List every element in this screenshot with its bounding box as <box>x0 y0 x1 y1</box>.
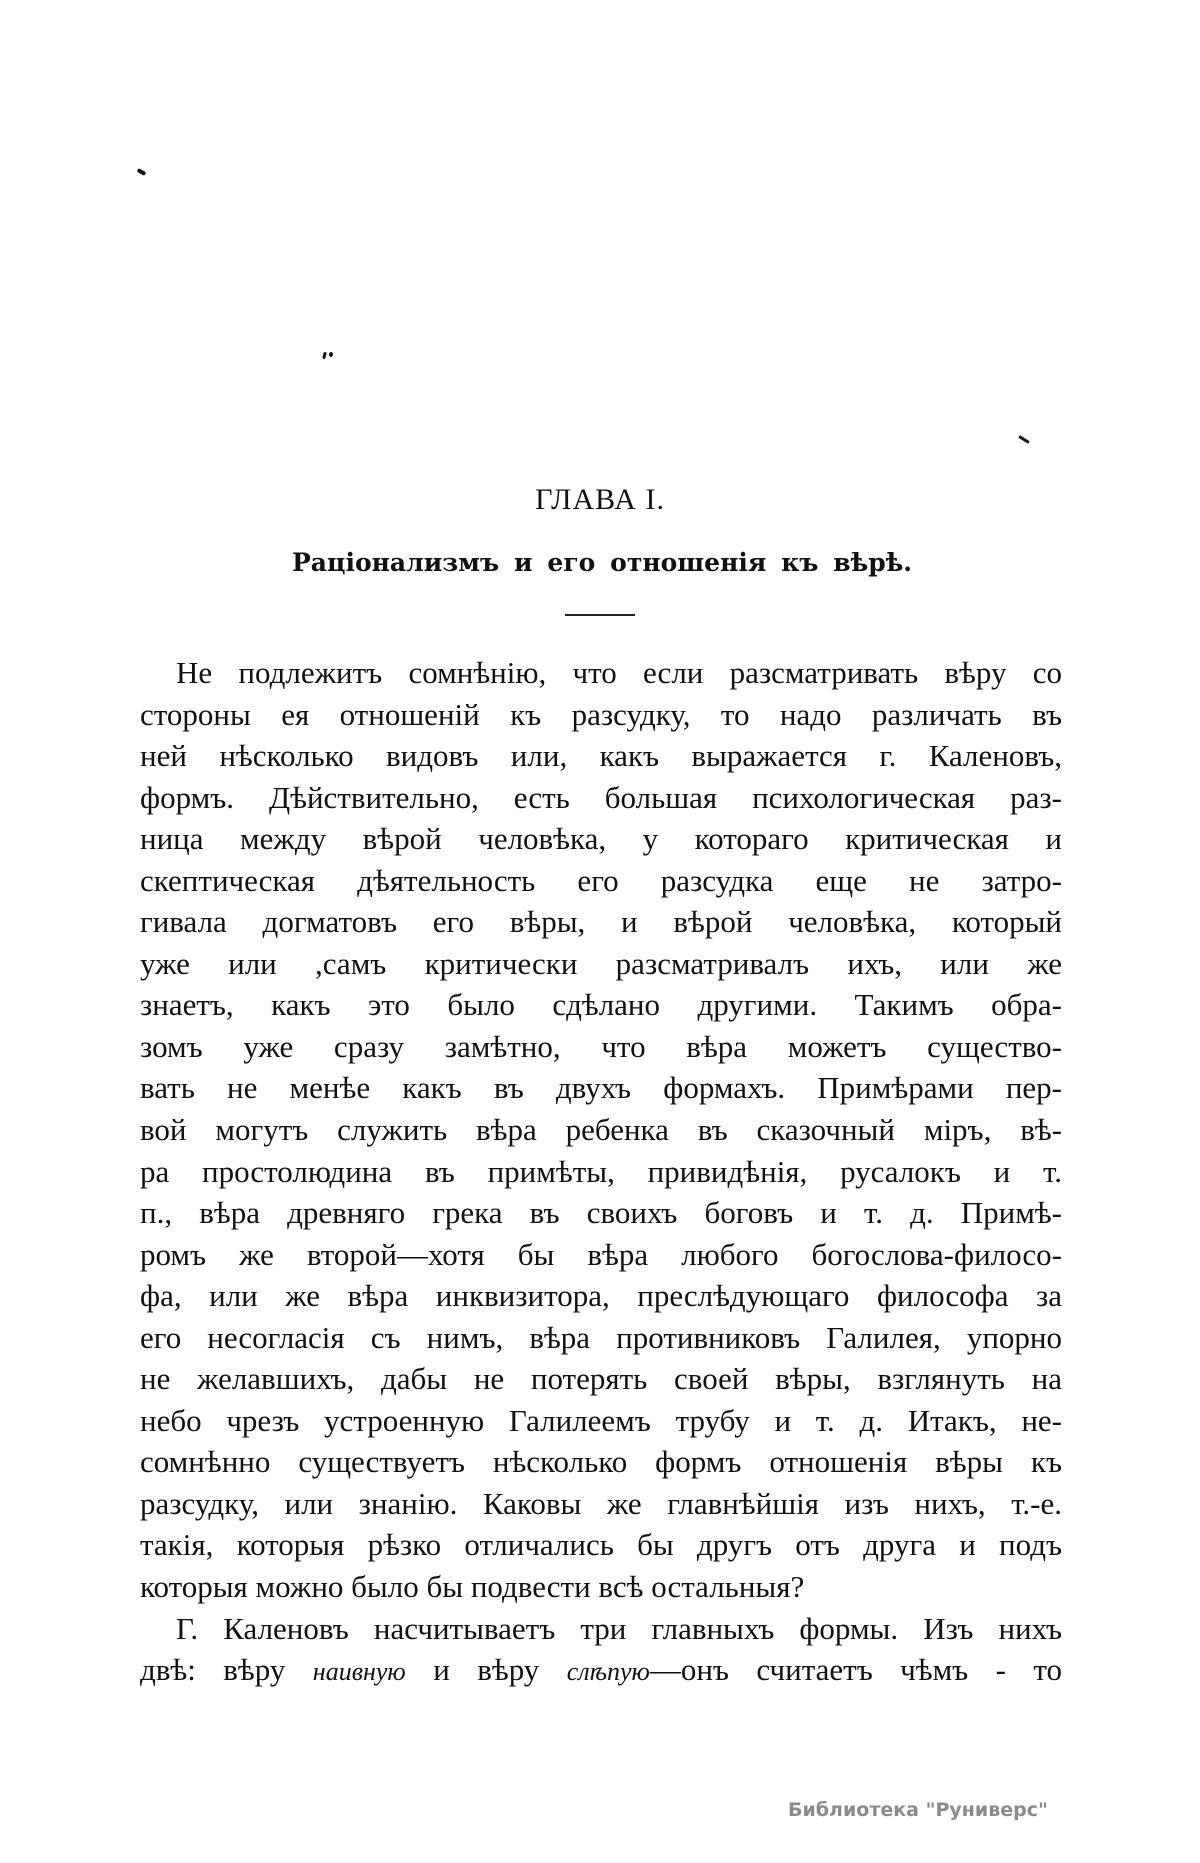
text-lines <box>140 652 1062 1649</box>
text-line: вой могутъ служить вѣра ребенка въ сказочный міръ, вѣ- <box>140 1112 1062 1148</box>
library-watermark: Библиотека "Руниверс" <box>788 1799 1048 1821</box>
text-line: ра простолюдина въ примѣты, привидѣнія, русалокъ и т. <box>140 1153 1062 1189</box>
text-line: разсудку, или знанію. Каковы же главнѣйшія изъ нихъ, т.-е. <box>140 1485 1062 1521</box>
text-line: скептическая дѣятельность его разсудка еще не затро- <box>140 862 1062 898</box>
text-line: гивала догматовъ его вѣры, и вѣрой человѣка, который <box>140 904 1062 940</box>
text-line: не желавшихъ, дабы не потерять своей вѣры, взглянуть на <box>140 1361 1062 1397</box>
final-part-3: —онъ считаетъ чѣмъ - то <box>649 1652 1063 1688</box>
text-line: стороны ея отношеній къ разсудку, то надо различать въ <box>140 696 1062 732</box>
text-line: фа, или же вѣра инквизитора, преслѣдующаго философа за <box>140 1278 1062 1314</box>
print-speck <box>322 352 327 360</box>
body-text <box>140 652 1062 1691</box>
text-line: зомъ уже сразу замѣтно, что вѣра можетъ существо- <box>140 1028 1062 1064</box>
text-line: уже или ,самъ критически разсматривалъ ихъ, или же <box>140 945 1062 981</box>
text-line: формъ. Дѣйствительно, есть большая психологическая раз- <box>140 779 1062 815</box>
text-line: Не подлежитъ сомнѣнію, что если разсматривать вѣру со <box>176 655 1062 690</box>
text-line: п., вѣра древняго грека въ своихъ боговъ и т. д. Примѣ- <box>140 1195 1062 1231</box>
text-line: ней нѣсколько видовъ или, какъ выражается г. Каленовъ, <box>140 738 1062 774</box>
section-divider <box>565 614 635 616</box>
text-line: такія, которыя рѣзко отличались бы другъ отъ друга и подъ <box>140 1527 1062 1563</box>
text-line: знаетъ, какъ это было сдѣлано другими. Такимъ обра- <box>140 987 1062 1023</box>
chapter-title: ГЛАВА I. <box>535 483 665 516</box>
italic-term-blind: слѣпую <box>566 1657 650 1687</box>
text-line: ромъ же второй—хотя бы вѣра любого богослова-филосо- <box>140 1236 1062 1272</box>
final-part-1: двѣ: вѣру <box>140 1652 286 1688</box>
text-line: небо чрезъ устроенную Галилеемъ трубу и т. д. Итакъ, не- <box>140 1402 1062 1438</box>
print-speck <box>329 352 333 357</box>
print-speck <box>137 168 147 176</box>
text-line-final <box>140 1649 1062 1691</box>
text-line: Г. Каленовъ насчитываетъ три главныхъ формы. Изъ нихъ <box>176 1610 1062 1646</box>
text-line: сомнѣнно существуетъ нѣсколько формъ отношенія вѣры къ <box>140 1444 1062 1480</box>
text-line: вать не менѣе какъ въ двухъ формахъ. Примѣрами пер- <box>140 1070 1062 1106</box>
final-part-2: и вѣру <box>433 1652 540 1688</box>
text-line: ница между вѣрой человѣка, у котораго критическая и <box>140 821 1062 857</box>
text-line: которыя можно было бы подвести всѣ остальныя? <box>140 1569 805 1605</box>
chapter-subtitle: Раціонализмъ и его отношенія къ вѣрѣ. <box>292 548 912 577</box>
text-line: его несогласія съ нимъ, вѣра противниковъ Галилея, упорно <box>140 1319 1062 1355</box>
italic-term-naive: наивную <box>312 1657 406 1687</box>
print-speck <box>1018 435 1030 444</box>
